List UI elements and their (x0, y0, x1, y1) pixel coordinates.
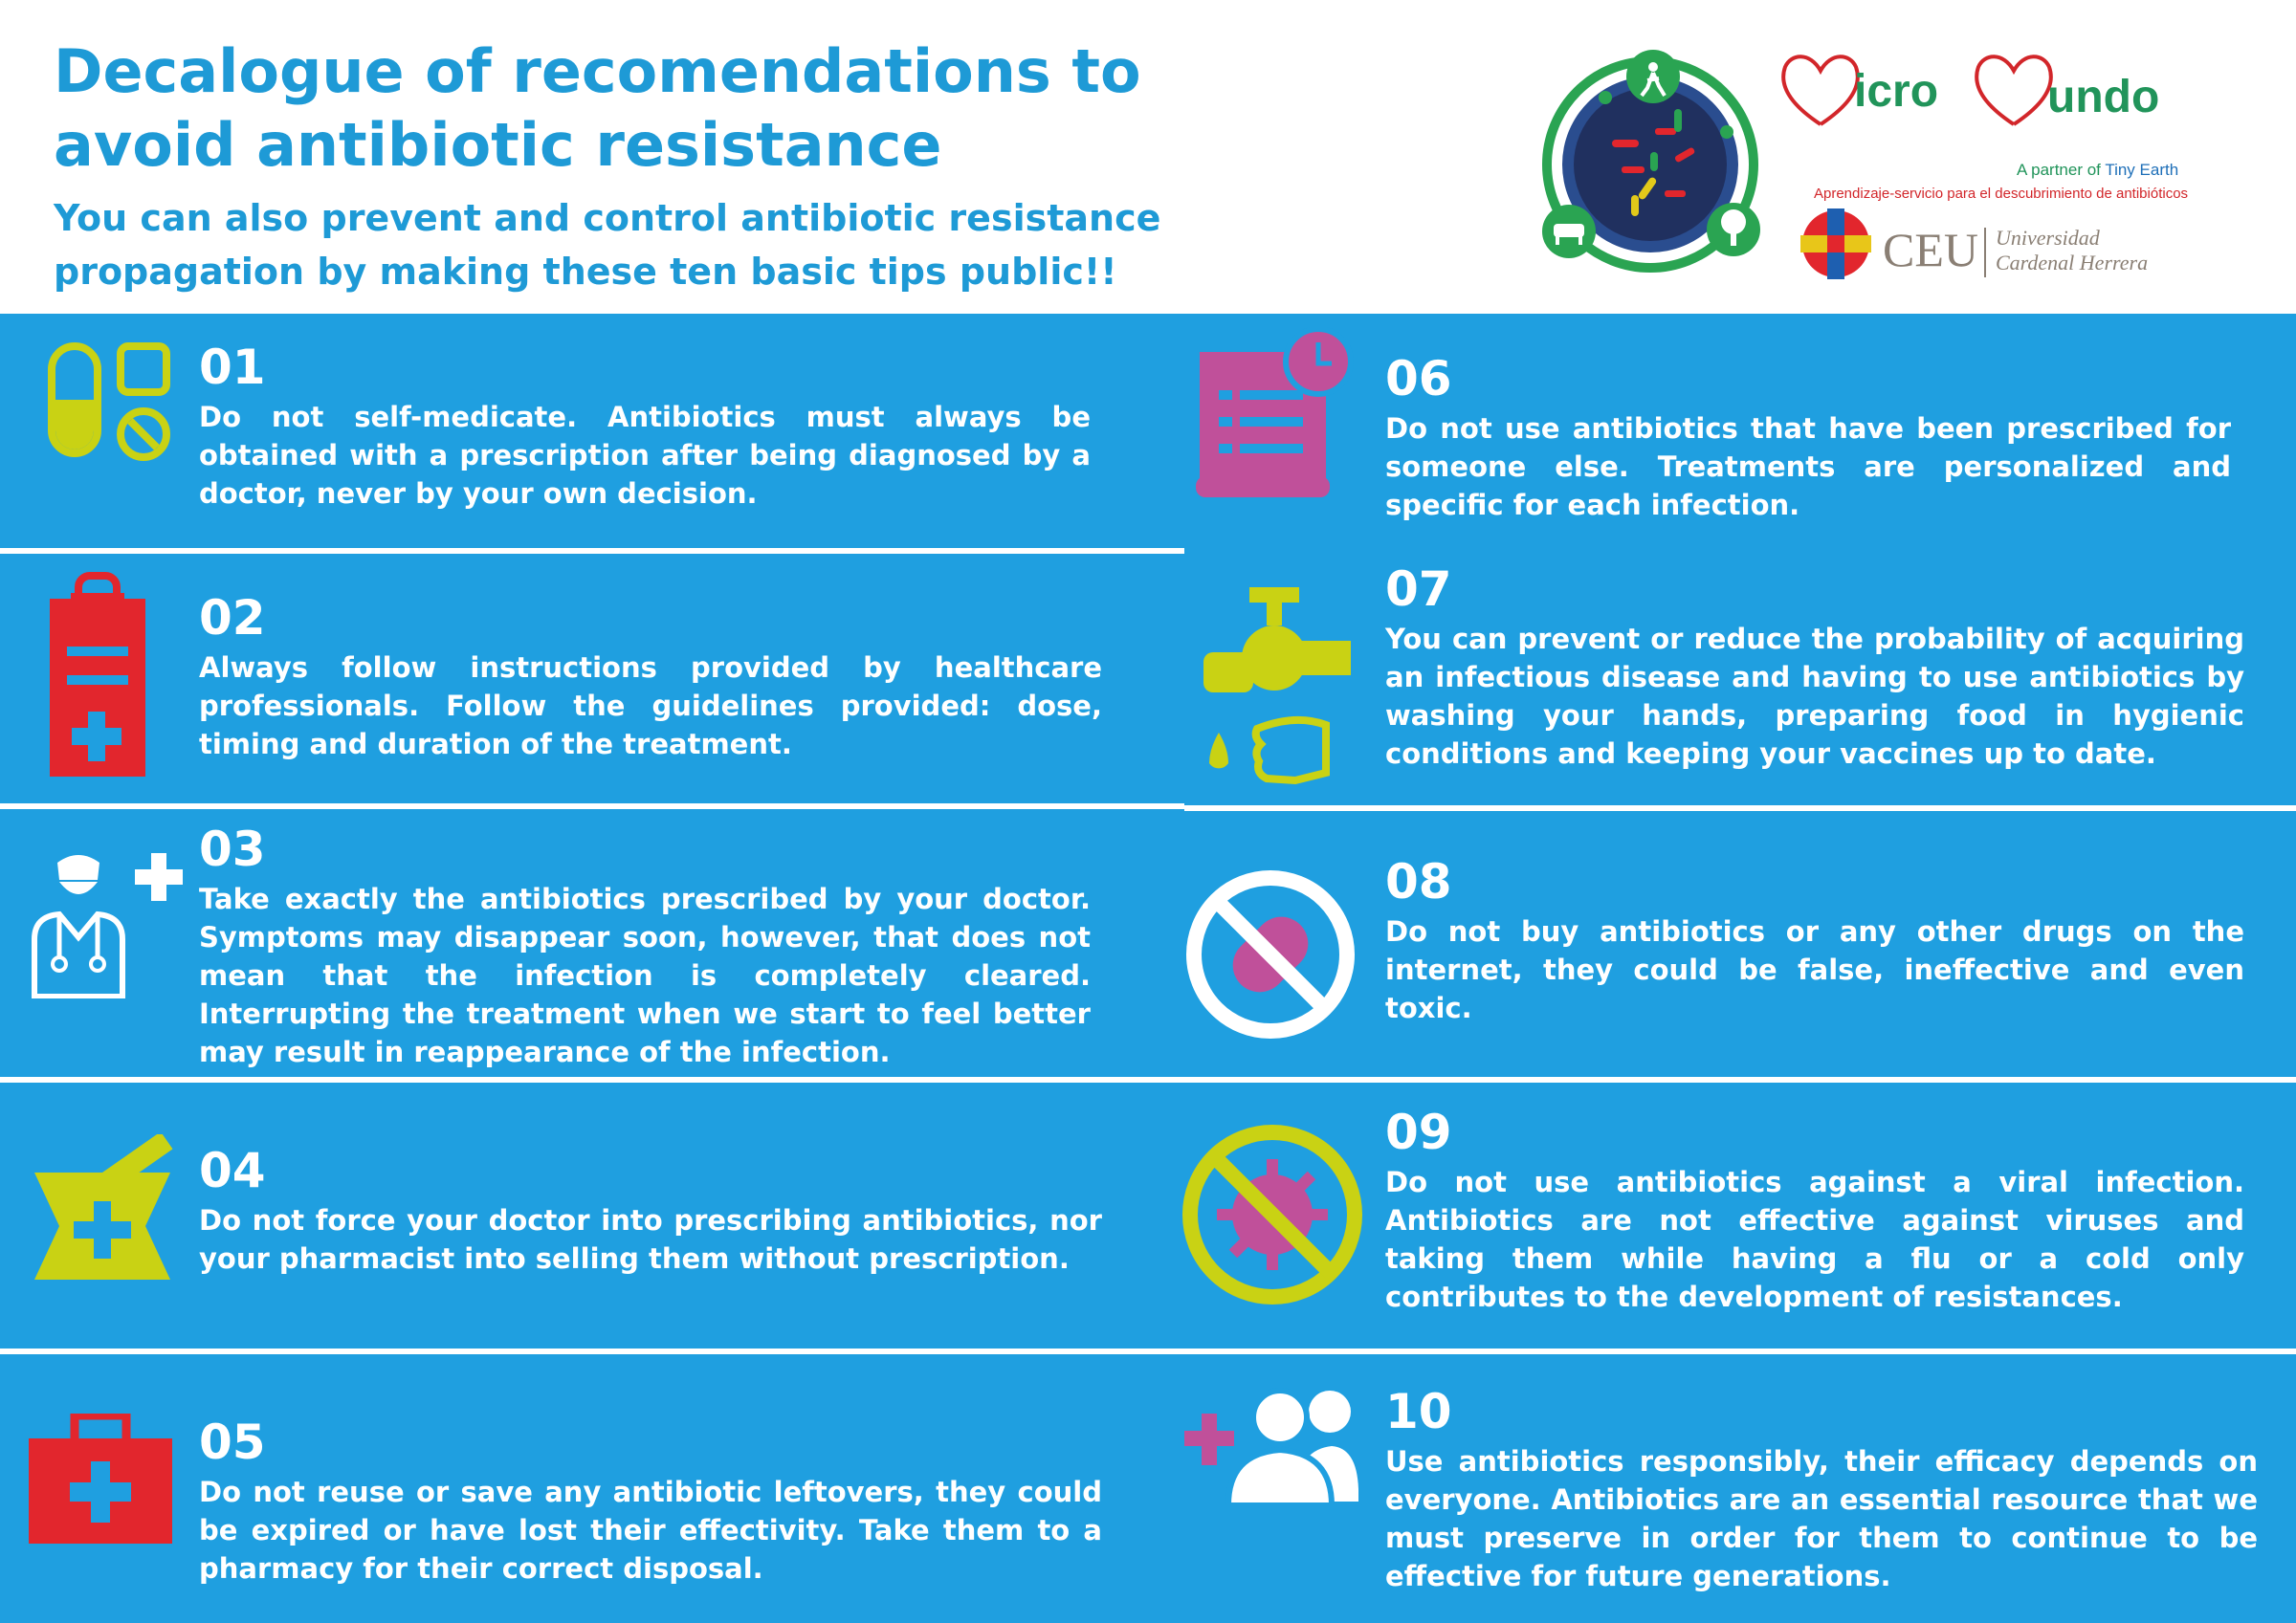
tip-text: Do not use antibiotics that have been prescribed for someone else. Treatments are personalized and specific for each infection. (1385, 412, 2231, 521)
tip-text: Do not force your doctor into prescribing antibiotics, nor your pharmacist into selling them without prescription. (199, 1204, 1102, 1275)
logos (1531, 33, 2191, 283)
logo-partner-line (2017, 161, 2178, 180)
tip-text: You can prevent or reduce the probability of acquiring an infectious disease and having to use antibiotics by washing your hands, preparing food in hygienic conditions and keeping your vaccines up to date. (1385, 623, 2244, 770)
ceu-cross-logo (1800, 208, 1871, 279)
tip-text: Use antibiotics responsibly, their efficacy depends on everyone. Antibiotics are an essential resource that we must preserve in order for them to continue to be effective for future generations. (1385, 1445, 2258, 1592)
title-line-1: Decalogue of recomendations to (54, 36, 1141, 106)
partner-name: Tiny Earth (2105, 161, 2179, 179)
tip-number: 05 (199, 1415, 266, 1470)
tip-text: Always follow instructions provided by healthcare professionals. Follow the guidelines provided: dose, timing and duration of the treatment. (199, 651, 1102, 760)
heart-m-logo (1777, 50, 1864, 126)
doctor-icon (31, 845, 188, 998)
page-subtitle (54, 191, 1393, 298)
logo-mundo-text: undo (2047, 72, 2160, 122)
university-line-2: Cardenal Herrera (1996, 251, 2149, 274)
tip-text: Take exactly the antibiotics prescribed by your doctor. Symptoms may disappear soon, however, that does not mean that the infection is completely cleared. Interrupting the treatment when we start to feel better may result in reappearance of the infection. (199, 883, 1091, 1068)
tip-number: 09 (1385, 1105, 1452, 1160)
subtitle-line-1: You can also prevent and control antibiotic resistance (54, 197, 1161, 239)
tip-number: 02 (199, 590, 266, 646)
page-title (54, 34, 1489, 182)
tip-08 (1385, 855, 2244, 1027)
tap-handwash-icon (1200, 581, 1351, 788)
ceu-separator (1984, 228, 1986, 277)
divider-left-3 (0, 1077, 1184, 1083)
logo-micro-text: icro (1854, 66, 1939, 117)
tip-text: Do not reuse or save any antibiotic leftovers, they could be expired or have lost their effectivity. Take them to a pharmacy for their correct disposal. (199, 1476, 1102, 1585)
no-virus-icon (1179, 1121, 1366, 1308)
tip-number: 03 (199, 822, 266, 877)
prescription-clock-icon (1196, 327, 1368, 499)
partner-prefix: A partner of (2017, 161, 2106, 179)
tip-09 (1385, 1106, 2244, 1316)
tip-03 (199, 822, 1091, 1071)
pills-icon (42, 340, 176, 465)
tip-02 (199, 591, 1102, 763)
header (0, 0, 2296, 314)
tip-10 (1385, 1385, 2258, 1595)
university-line-1: Universidad (1996, 226, 2100, 250)
tiny-earth-globe-logo (1531, 33, 1760, 281)
mortar-pestle-icon (34, 1134, 174, 1287)
tip-number: 01 (199, 340, 266, 395)
tip-06 (1385, 352, 2231, 524)
divider-right-2 (1184, 1077, 2296, 1083)
tip-text: Do not buy antibiotics or any other drugs on the internet, they could be false, ineffective and even toxic. (1385, 915, 2244, 1024)
tip-number: 08 (1385, 854, 1452, 910)
tip-number: 06 (1385, 351, 1452, 406)
tip-07 (1385, 562, 2244, 773)
tip-number: 10 (1385, 1384, 1452, 1439)
clipboard-icon (50, 570, 145, 777)
title-line-2: avoid antibiotic resistance (54, 110, 942, 180)
tip-05 (199, 1415, 1102, 1588)
divider-left-1 (0, 548, 1184, 554)
logo-tagline: Aprendizaje-servicio para el descubrimiento de antibióticos (1814, 186, 2189, 202)
no-pill-icon (1184, 868, 1357, 1041)
divider-left-2 (0, 803, 1184, 809)
divider-right-3 (1184, 1349, 2296, 1354)
subtitle-line-2: propagation by making these ten basic tips public!! (54, 251, 1117, 293)
heart-m-logo-2 (1971, 50, 2057, 126)
divider-left-4 (0, 1349, 1184, 1354)
tip-number: 04 (199, 1143, 266, 1198)
tip-01 (199, 340, 1091, 513)
ceu-text: CEU (1883, 223, 1978, 276)
first-aid-kit-icon (29, 1414, 172, 1544)
tip-04 (199, 1144, 1102, 1278)
tip-text: Do not self-medicate. Antibiotics must always be obtained with a prescription after being diagnosed by a doctor, never by your own decision. (199, 401, 1091, 510)
divider-right-1 (1184, 805, 2296, 811)
tip-number: 07 (1385, 561, 1452, 617)
tip-text: Do not use antibiotics against a viral infection. Antibiotics are not effective against viruses and taking them while having a flu or a cold only contributes to the development of resistances. (1385, 1166, 2244, 1313)
people-plus-icon (1182, 1387, 1358, 1505)
